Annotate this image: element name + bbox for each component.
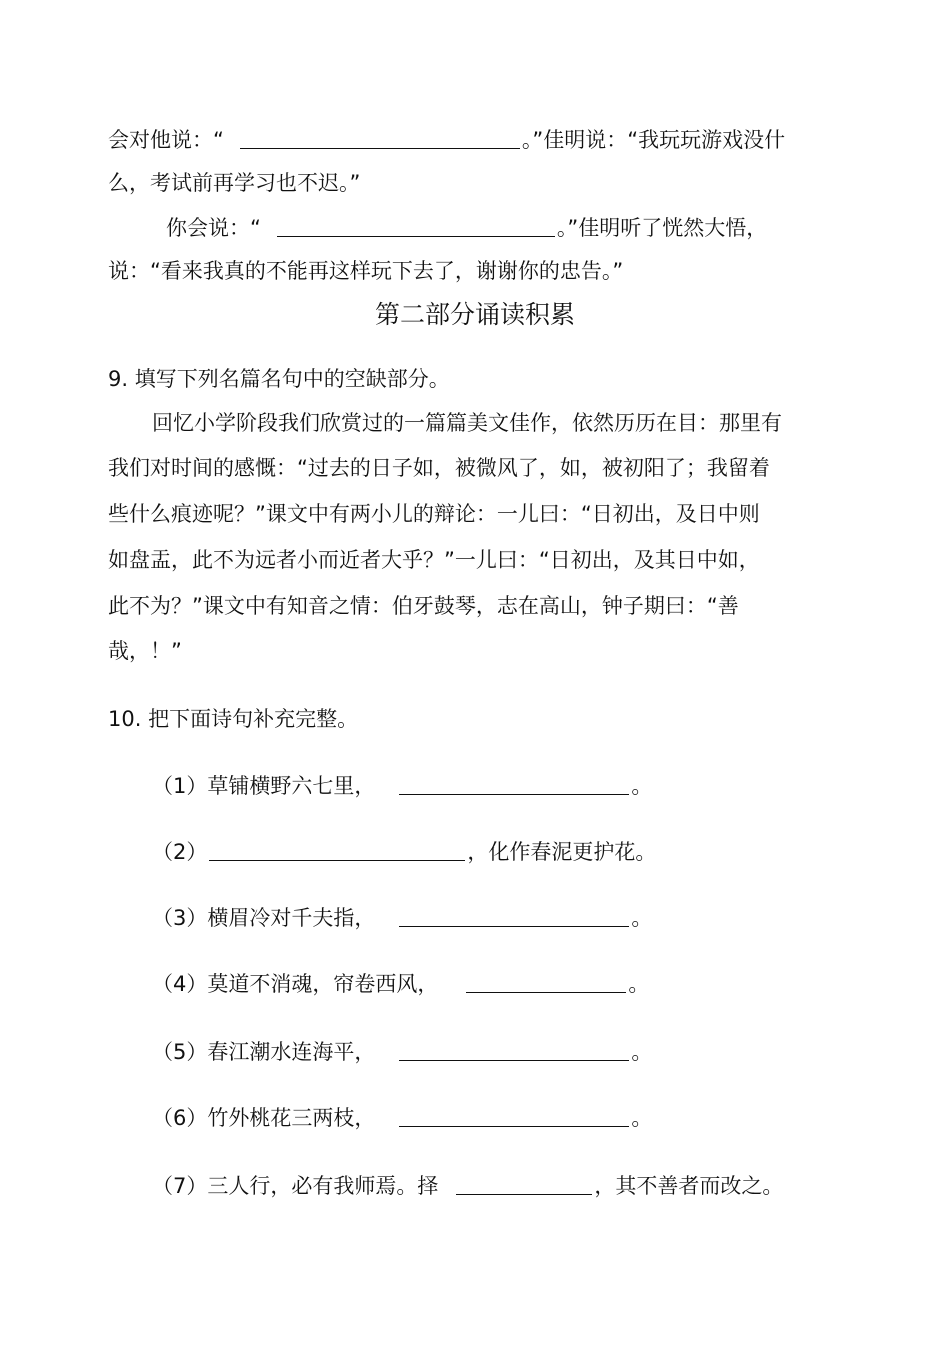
answer-blank[interactable] (240, 126, 520, 149)
item-number: （4） (152, 972, 208, 996)
answer-blank[interactable] (399, 1104, 629, 1127)
intro-text: 么，考试前再学习也不迟。” (108, 171, 361, 195)
poem-line-end: 。 (631, 1040, 653, 1064)
item-number: （6） (152, 1106, 208, 1130)
intro-line-4 (108, 256, 623, 286)
poem-item-4 (152, 968, 649, 999)
poem-item-1 (152, 770, 652, 801)
poem-line-end: 。 (628, 972, 650, 996)
intro-text: 。”佳明听了恍然大悟， (556, 216, 768, 240)
poem-line-given: 春江潮水连海平， (207, 1040, 376, 1064)
intro-text: 说：“看来我真的不能再这样玩下去了，谢谢你的忠告。” (108, 259, 624, 283)
poem-line-given: 草铺横野六七里， (207, 774, 376, 798)
item-number: （5） (152, 1040, 208, 1064)
item-number: （2） (152, 840, 208, 864)
q9-paragraph-line: 此不为？”课文中有知音之情：伯牙鼓琴，志在高山，钟子期曰：“善 (108, 594, 739, 618)
q9-paragraph-line: 如盘盂，此不为远者小而近者大乎？”一儿曰：“日初出，及其日中如， (108, 548, 760, 572)
answer-blank[interactable] (466, 970, 626, 993)
poem-line-given: 竹外桃花三两枝， (207, 1106, 376, 1130)
poem-line-end: 。 (631, 1106, 653, 1130)
answer-blank[interactable] (399, 772, 629, 795)
question-9-title: 9. 填写下列名篇名句中的空缺部分。 (108, 367, 450, 391)
poem-line-given: 莫道不消魂，帘卷西风， (207, 972, 439, 996)
poem-line-given: 三人行，必有我师焉。择 (207, 1174, 439, 1198)
intro-text: 你会说：“ (166, 216, 261, 240)
poem-item-2 (152, 836, 656, 867)
intro-text: 会对他说：“ (108, 128, 224, 152)
poem-line-given: 横眉冷对千夫指， (207, 906, 376, 930)
intro-line-3 (166, 212, 767, 243)
item-number: （1） (152, 774, 208, 798)
section-title: 第二部分诵读积累 (374, 300, 575, 329)
answer-blank[interactable] (456, 1172, 592, 1195)
q9-paragraph-line: 回忆小学阶段我们欣赏过的一篇篇美文佳作，依然历历在目：那里有 (152, 411, 782, 435)
answer-blank[interactable] (209, 838, 465, 861)
poem-item-3 (152, 902, 652, 933)
intro-line-1 (108, 124, 785, 155)
poem-line-end: 。 (631, 774, 653, 798)
answer-blank[interactable] (399, 1038, 629, 1061)
poem-line-end: ，化作春泥更护花。 (467, 840, 657, 864)
q9-paragraph-line: 哉，！” (108, 639, 182, 663)
q9-paragraph-line: 我们对时间的感慨：“过去的日子如，被微风了，如，被初阳了；我留着 (108, 456, 770, 480)
poem-item-7 (152, 1170, 783, 1201)
poem-item-5 (152, 1036, 652, 1067)
poem-line-end: ，其不善者而改之。 (594, 1174, 784, 1198)
poem-line-end: 。 (631, 906, 653, 930)
answer-blank[interactable] (277, 214, 555, 237)
intro-line-2 (108, 168, 360, 198)
item-number: （7） (152, 1174, 208, 1198)
poem-item-6 (152, 1102, 652, 1133)
item-number: （3） (152, 906, 208, 930)
question-10-title: 10. 把下面诗句补充完整。 (108, 707, 359, 731)
answer-blank[interactable] (399, 904, 629, 927)
q9-paragraph-line: 些什么痕迹呢？”课文中有两小儿的辩论：一儿曰：“日初出，及日中则 (108, 502, 760, 526)
intro-text: 。”佳明说：“我玩玩游戏没什 (521, 128, 786, 152)
